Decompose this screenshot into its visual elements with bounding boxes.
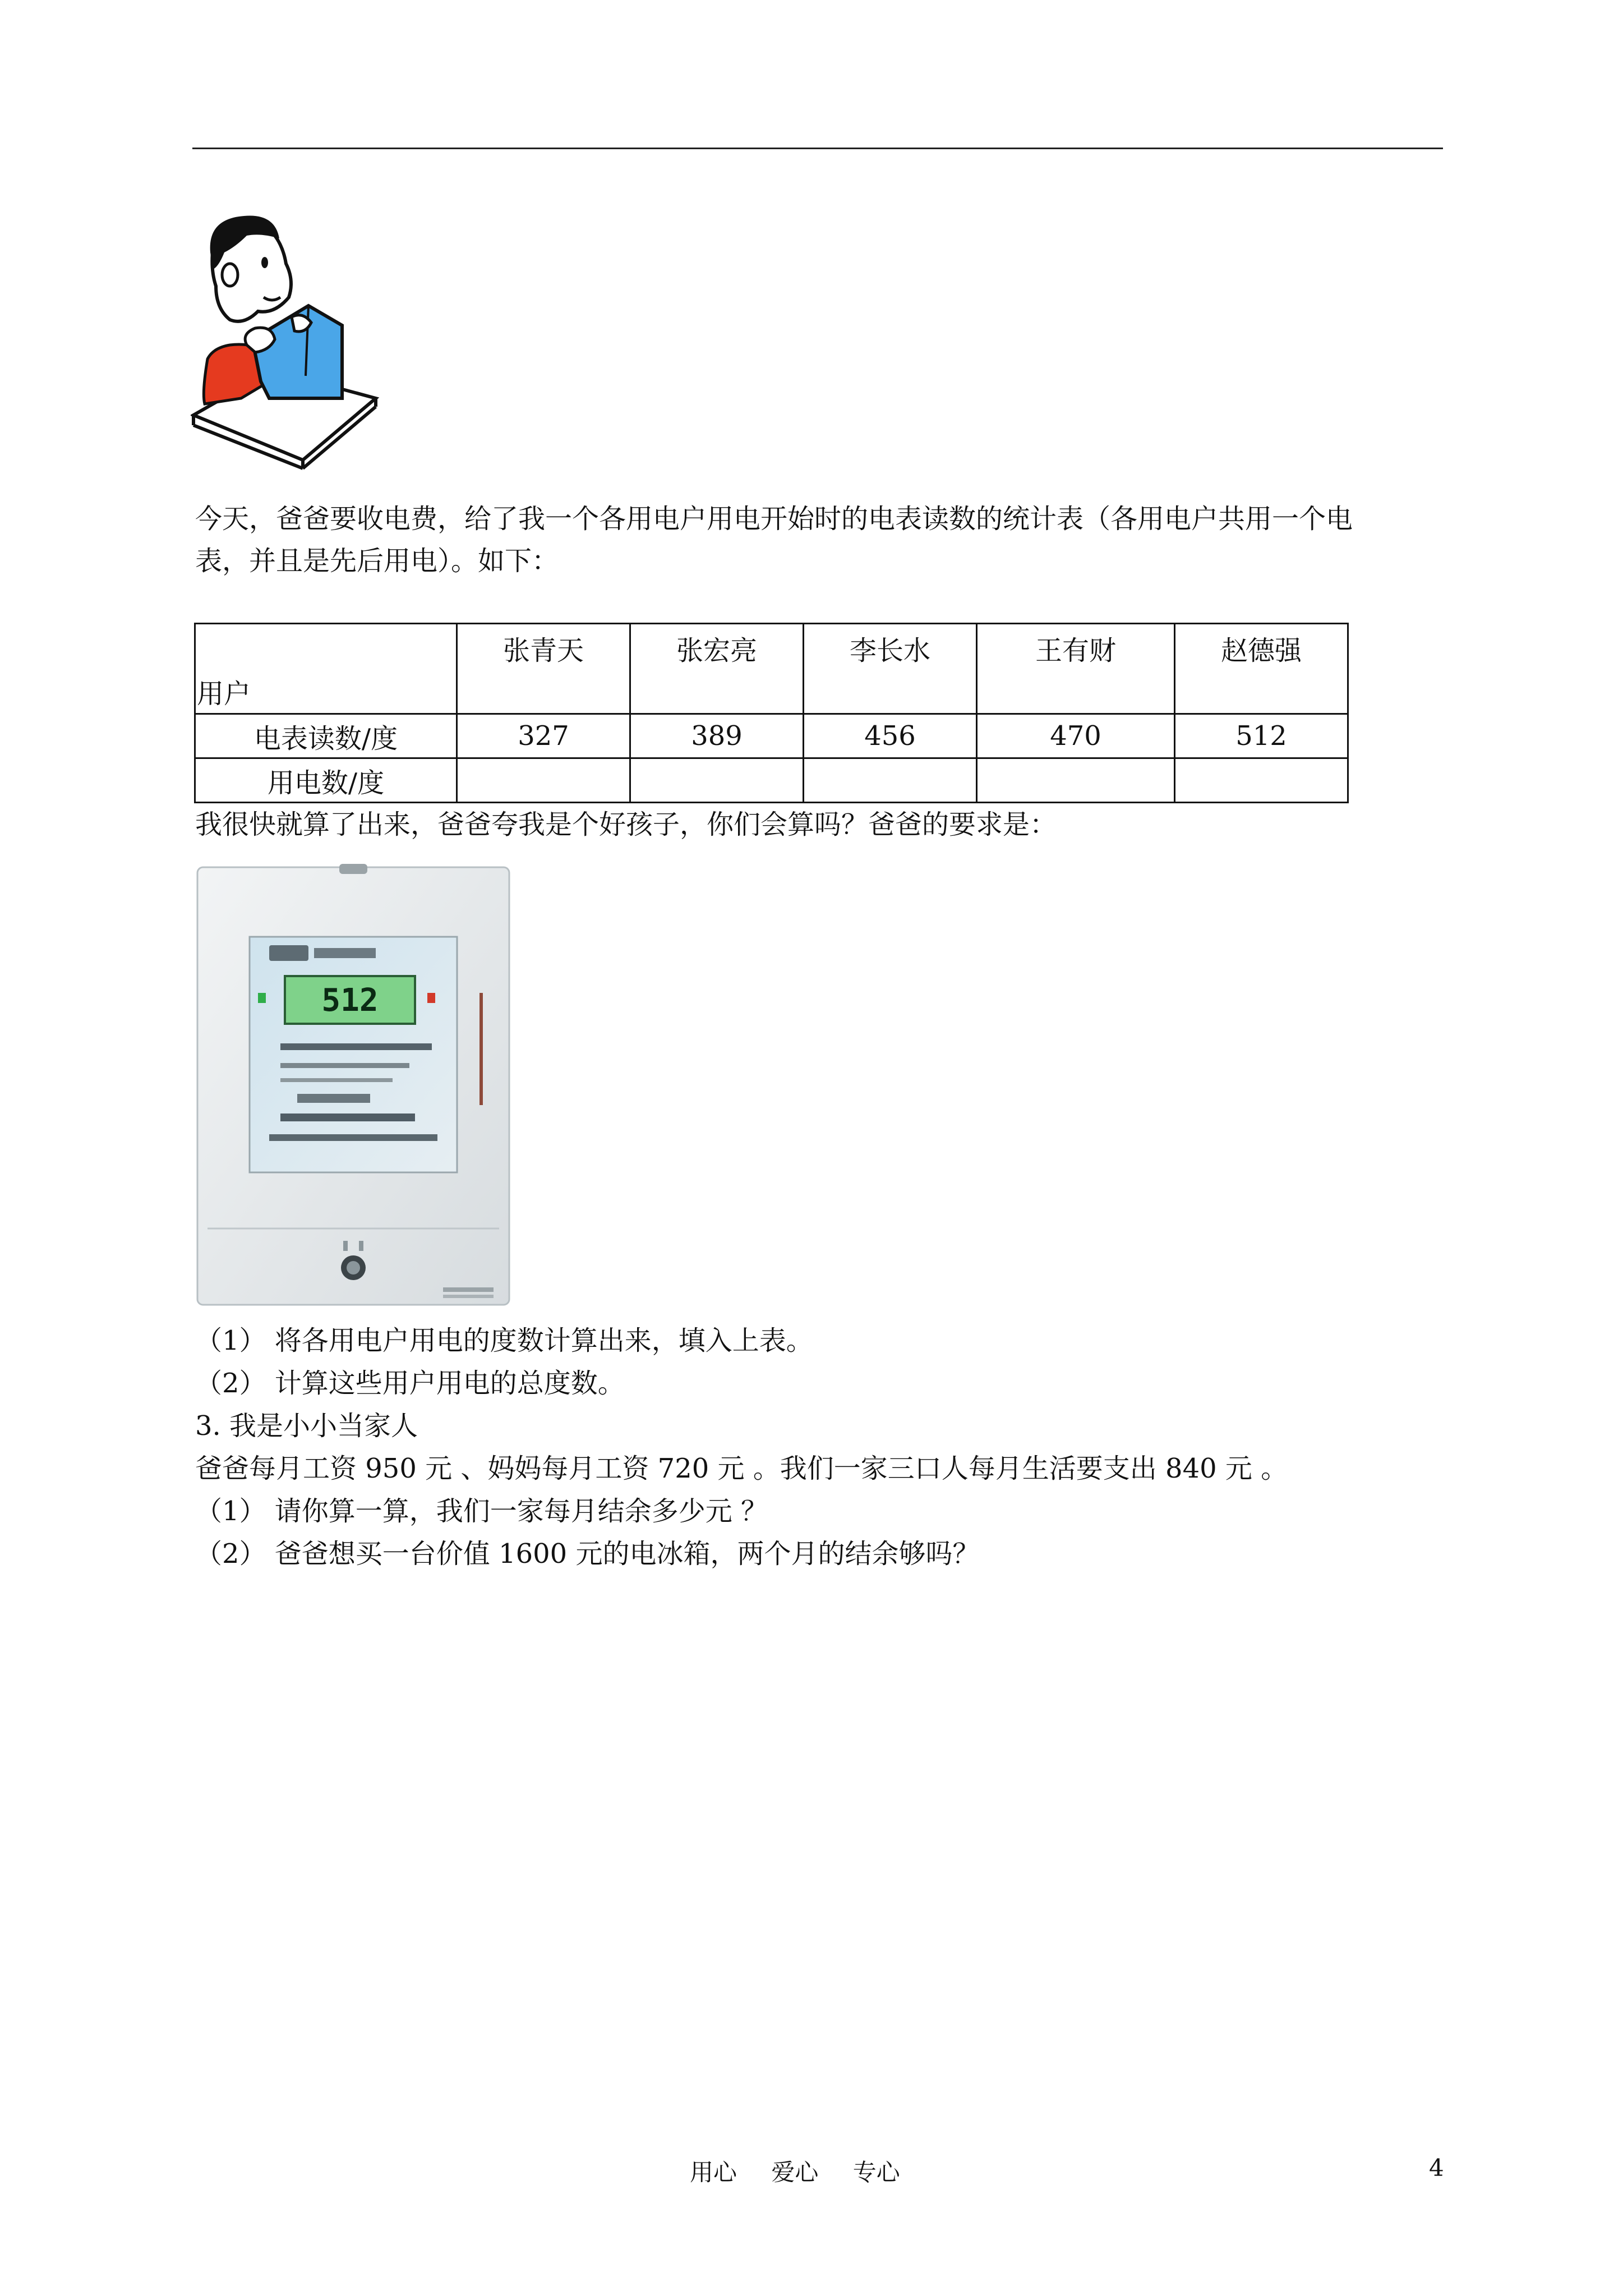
table-user-header: 李长水 [804,624,977,714]
table-user-header: 张青天 [457,624,630,714]
usage-cell[interactable] [630,758,804,803]
task-1: （1） 将各用电户用电的度数计算出来，填入上表。 [195,1325,813,1356]
reading-cell: 470 [977,714,1175,758]
table-row [195,758,1348,803]
meter-display: 512 [321,982,379,1019]
footer-item: 爱心 [771,2159,819,2186]
table-row [195,714,1348,758]
usage-cell[interactable] [977,758,1175,803]
table-header-row [195,624,1348,714]
usage-cell[interactable] [804,758,977,803]
table-user-header: 张宏亮 [630,624,804,714]
footer-item: 专心 [852,2159,900,2186]
section-3-heading: 3. 我是小小当家人 [195,1410,418,1442]
row-label: 电表读数/度 [195,714,457,758]
section-3-body: 爸爸每月工资 950 元 、妈妈每月工资 720 元 。我们一家三口人每月生活要支出 840 元 。 [195,1453,1288,1484]
table-user-header: 王有财 [977,624,1175,714]
usage-cell[interactable] [457,758,630,803]
intro-line-1: 今天，爸爸要收电费，给了我一个各用电户用电开始时的电表读数的统计表（各用电户共用一个电 [195,503,1353,535]
row-label: 用电数/度 [195,758,457,803]
intro-line-2: 表，并且是先后用电）。如下： [195,545,559,577]
meter-readings-table [194,623,1349,803]
task-2: （2） 计算这些用户用电的总度数。 [195,1368,625,1399]
footer-motto [690,2154,927,2188]
after-table-text: 我很快就算了出来，爸爸夸我是个好孩子，你们会算吗？爸爸的要求是： [195,809,1057,840]
page-number: 4 [1429,2154,1444,2182]
header-rule [192,148,1443,149]
reading-cell: 389 [630,714,804,758]
usage-cell[interactable] [1175,758,1348,803]
question-1: （1） 请你算一算，我们一家每月结余多少元 ？ [195,1496,768,1527]
reading-cell: 327 [457,714,630,758]
reading-cell: 456 [804,714,977,758]
question-2: （2） 爸爸想买一台价值 1600 元的电冰箱，两个月的结余够吗？ [195,1538,980,1570]
table-corner-label: 用户 [195,624,457,714]
boy-reading-illustration [191,213,393,471]
footer-item: 用心 [690,2159,737,2186]
reading-cell: 512 [1175,714,1348,758]
table-user-header: 赵德强 [1175,624,1348,714]
electricity-meter-image [196,864,510,1307]
